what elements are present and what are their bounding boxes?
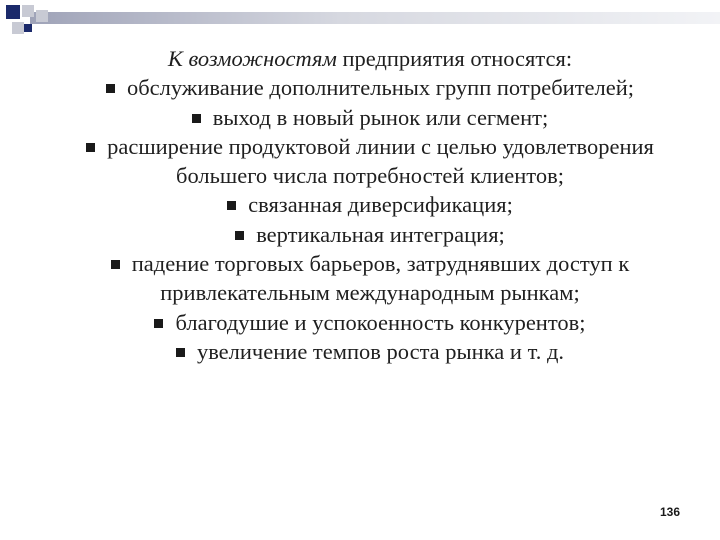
bullet-text: обслуживание дополнительных групп потребителей; xyxy=(126,75,635,101)
ornament-square-4 xyxy=(12,22,24,34)
header-band xyxy=(30,12,720,24)
bullet-square-icon xyxy=(192,114,201,123)
corner-ornament xyxy=(0,0,720,44)
bullet-text: выход в новый рынок или сегмент; xyxy=(212,104,549,130)
slide-body xyxy=(62,44,678,366)
bullet-square-icon xyxy=(235,231,244,240)
bullet-text: связанная диверсификация; xyxy=(248,192,513,218)
bullet-item xyxy=(62,308,678,337)
bullet-item xyxy=(62,103,678,132)
bullet-square-icon xyxy=(176,348,185,357)
bullet-item xyxy=(62,220,678,249)
bullet-text: увеличение темпов роста рынка и т. д. xyxy=(196,338,565,364)
bullet-item xyxy=(62,132,678,191)
bullet-text: расширение продуктовой линии с целью удовлетворения большего числа потребностей клиентов; xyxy=(107,133,654,189)
bullet-text: вертикальная интеграция; xyxy=(256,221,505,247)
bullet-square-icon xyxy=(106,84,115,93)
ornament-square-3 xyxy=(36,10,48,22)
intro-text: предприятия относятся: xyxy=(336,46,573,71)
ornament-square-1 xyxy=(6,5,20,19)
bullet-item xyxy=(62,190,678,219)
intro-italic: К возможностям xyxy=(167,46,337,71)
bullet-square-icon xyxy=(227,201,236,210)
bullet-text: благодушие и успокоенность конкурентов; xyxy=(175,309,586,335)
bullet-item xyxy=(62,249,678,308)
intro-line xyxy=(62,44,678,73)
bullet-item xyxy=(62,73,678,102)
bullet-square-icon xyxy=(86,143,95,152)
bullet-square-icon xyxy=(111,260,120,269)
page-number: 136 xyxy=(659,505,680,519)
bullet-text: падение торговых барьеров, затруднявших доступ к привлекательным международным рынкам; xyxy=(131,251,630,306)
bullet-square-icon xyxy=(154,319,163,328)
ornament-square-5 xyxy=(24,24,32,32)
bullet-item xyxy=(62,337,678,366)
ornament-square-2 xyxy=(22,5,34,17)
